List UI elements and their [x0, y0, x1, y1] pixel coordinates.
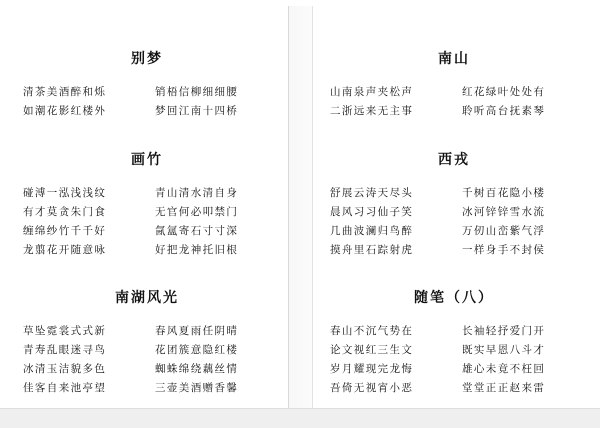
- poem-line: 聆听高台抚素琴: [462, 105, 546, 117]
- poem-line: 春山不沉气势在: [330, 325, 414, 337]
- poem-line: 青寿乱眼迷寻鸟: [23, 344, 107, 356]
- poem-line: 如潮花影红楼外: [23, 105, 107, 117]
- poem-line: 春风夏雨任阴晴: [155, 325, 239, 337]
- poem-line: 三壶美酒赠香馨: [155, 382, 239, 394]
- poem-line: 佳客自来池亭望: [23, 382, 107, 394]
- right-page: [312, 6, 595, 408]
- page-bottom-edge: [0, 408, 600, 428]
- poem-line: 好把龙神托旧根: [155, 244, 239, 256]
- poem-title: 南山: [438, 51, 470, 67]
- poem-line: 几曲波澜归鸟醉: [330, 225, 414, 237]
- poem-line: 一样身手不封侯: [462, 244, 546, 256]
- poem-line: 论文视红三生文: [330, 344, 414, 356]
- poem-line: 花团簇意隐红楼: [155, 344, 239, 356]
- poem-line: 冰河锌锌雪水流: [462, 206, 546, 218]
- poem-line: 红花绿叶处处有: [462, 86, 546, 98]
- poem-lines: [313, 325, 595, 395]
- poem-line: 长袖轻抒爱门开: [462, 325, 546, 337]
- poem-lines: [6, 187, 288, 257]
- poem-line: 无官何必叩禁门: [155, 206, 239, 218]
- poem-line: 清茶美酒醉和烁: [23, 86, 107, 98]
- poem-line: 梦回江南十四桥: [155, 105, 239, 117]
- poem: [313, 50, 595, 118]
- poem-line: 万仞山峦紫气浮: [462, 225, 546, 237]
- poem: [313, 151, 595, 257]
- poem-title: 画竹: [131, 152, 163, 168]
- poem-line: 蜘蛛绵绕藕丝情: [155, 363, 239, 375]
- poem-line: 碰溥一泓浅浅纹: [23, 187, 107, 199]
- poem-line: 缠绵纱竹千千好: [23, 225, 107, 237]
- poem-line: 吾倚无视宵小恶: [330, 382, 414, 394]
- poem-line: 草坠霓裳式式新: [23, 325, 107, 337]
- poem-line: 销梧信柳细细腰: [155, 86, 239, 98]
- poem-title: 西戎: [438, 152, 470, 168]
- poem-line: 千树百花隐小楼: [462, 187, 546, 199]
- poem-line: 青山清水清自身: [155, 187, 239, 199]
- poem-title: 别梦: [131, 51, 163, 67]
- poem-title: 南湖风光: [115, 290, 179, 306]
- poem-line: 山南泉声夹松声: [330, 86, 414, 98]
- poem-lines: [6, 86, 288, 118]
- poem: [6, 151, 288, 257]
- left-page: [6, 6, 289, 408]
- poem-title: 随笔（八）: [414, 290, 494, 306]
- poem-line: 堂堂正正赵来雷: [462, 382, 546, 394]
- poem-line: 舒展云涛天尽头: [330, 187, 414, 199]
- poem-line: 摸舟里石踪射虎: [330, 244, 414, 256]
- poem-line: 冰清玉洁貌多色: [23, 363, 107, 375]
- poem-line: 龙翦花开随意咏: [23, 244, 107, 256]
- poem-lines: [6, 325, 288, 395]
- poem-line: 晨风习习仙子笑: [330, 206, 414, 218]
- poem-line: 有才莫贪朱门食: [23, 206, 107, 218]
- poem: [6, 50, 288, 118]
- poem-line: 雄心未竟不枉回: [462, 363, 546, 375]
- poem-line: 岁月耀现完龙悔: [330, 363, 414, 375]
- poem: [313, 289, 595, 395]
- poem-lines: [313, 187, 595, 257]
- poem: [6, 289, 288, 395]
- poem-lines: [313, 86, 595, 118]
- poem-line: 氤氲寄石寸寸深: [155, 225, 239, 237]
- poem-line: 二浙远来无主事: [330, 105, 414, 117]
- poem-line: 既实早恩八斗才: [462, 344, 546, 356]
